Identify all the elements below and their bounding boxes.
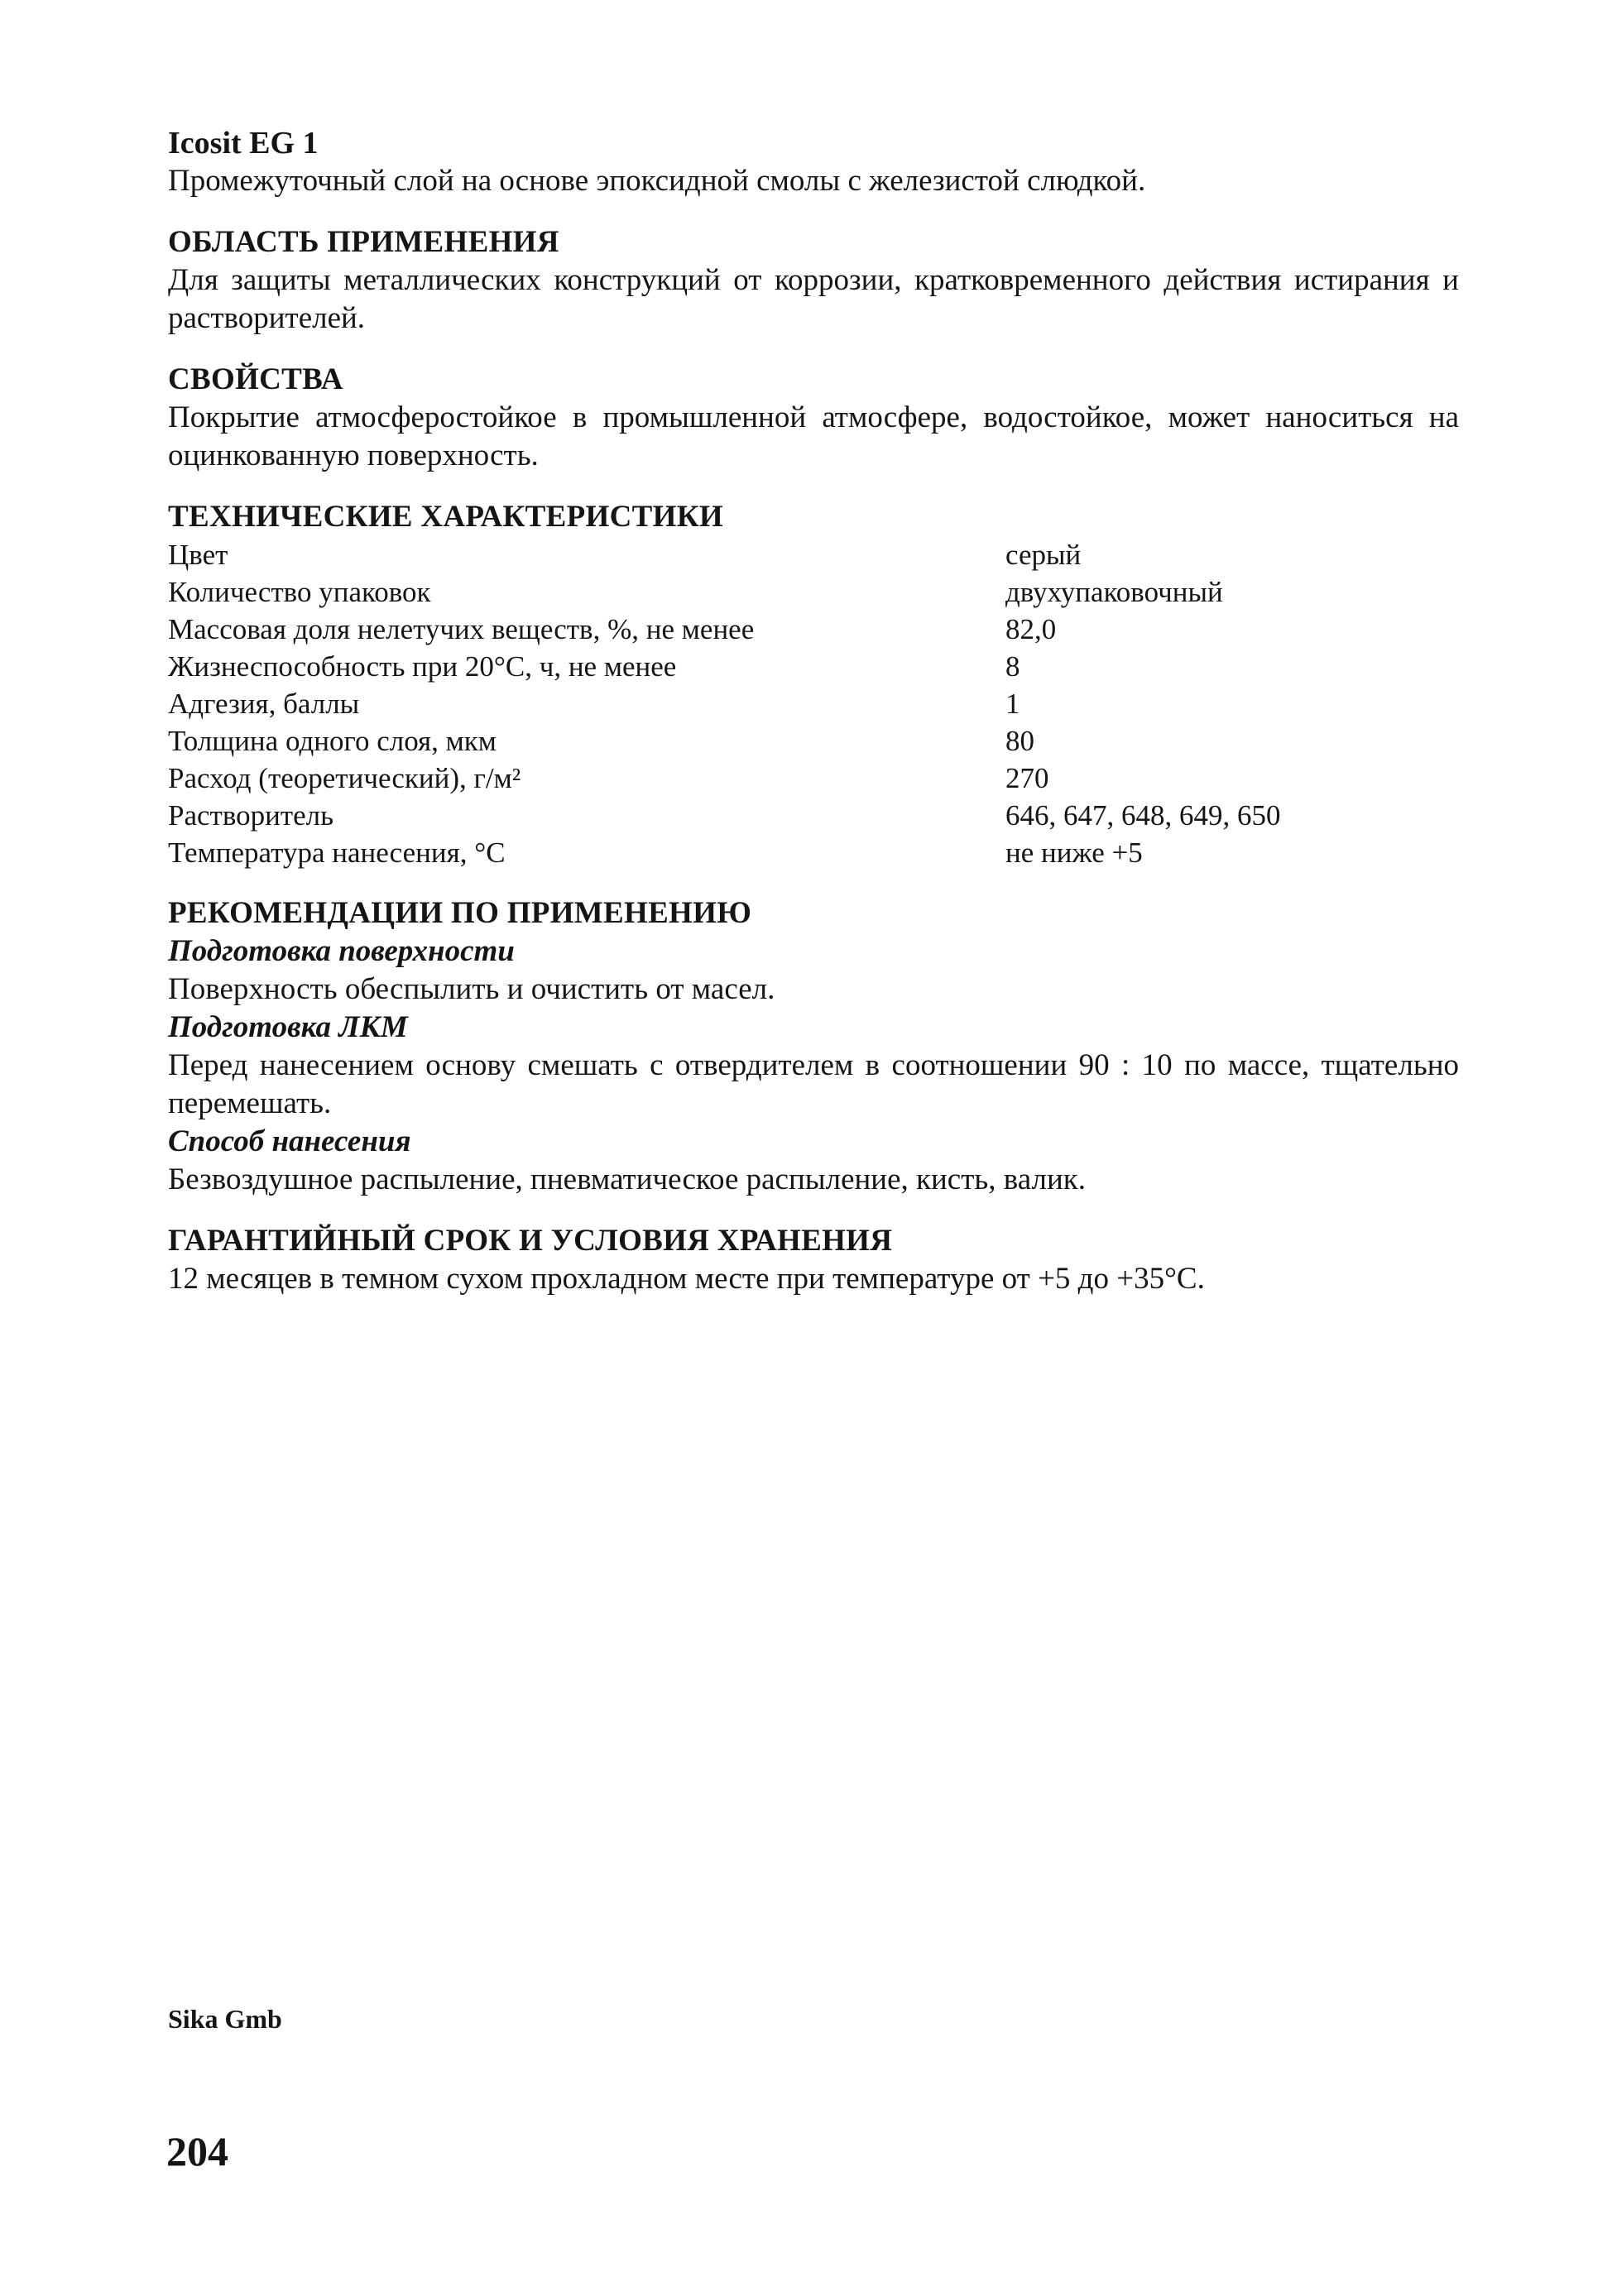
table-row — [168, 648, 1376, 685]
specs-section — [168, 498, 1459, 871]
recommendations-heading: РЕКОМЕНДАЦИИ ПО ПРИМЕНЕНИЮ — [168, 896, 752, 930]
specs-heading: ТЕХНИЧЕСКИЕ ХАРАКТЕРИСТИКИ — [168, 500, 723, 534]
page-content — [168, 124, 1459, 1298]
table-row — [168, 760, 1376, 797]
spec-value: 8 — [1005, 650, 1020, 683]
application-method-text: Безвоздушное распыление, пневматическое распыление, кисть, валик. — [168, 1162, 1086, 1196]
table-row — [168, 573, 1376, 611]
spec-name: Цвет — [168, 539, 228, 571]
storage-text: 12 месяцев в темном сухом прохладном месте при температуре от +5 до +35°С. — [168, 1262, 1205, 1296]
page-number: 204 — [166, 2128, 228, 2174]
storage-heading: ГАРАНТИЙНЫЙ СРОК И УСЛОВИЯ ХРАНЕНИЯ — [168, 1224, 893, 1258]
spec-name: Количество упаковок — [168, 576, 431, 608]
paint-prep-text: Перед нанесением основу смешать с отвердителем в соотношении 90 : 10 по массе, тщательно перемешать. — [168, 1048, 1459, 1120]
table-row — [168, 536, 1376, 573]
product-block — [168, 124, 1459, 200]
surface-prep-title: Подготовка поверхности — [168, 934, 515, 968]
paint-prep-title: Подготовка ЛКМ — [168, 1010, 408, 1044]
table-row — [168, 834, 1376, 871]
spec-value: не ниже +5 — [1005, 836, 1143, 869]
spec-name: Растворитель — [168, 799, 334, 832]
product-description: Промежуточный слой на основе эпоксидной смолы с железистой слюдкой. — [168, 164, 1146, 198]
spec-name: Адгезия, баллы — [168, 688, 360, 720]
spec-name: Температура нанесения, °С — [168, 836, 506, 869]
application-area-text: Для защиты металлических конструкций от коррозии, кратковременного действия истирания и растворителей. — [168, 263, 1459, 335]
spec-value: 646, 647, 648, 649, 650 — [1005, 799, 1281, 832]
spec-value: 1 — [1005, 688, 1020, 720]
properties-heading: СВОЙСТВА — [168, 362, 343, 396]
surface-prep-text: Поверхность обеспылить и очистить от масел. — [168, 972, 775, 1006]
recommendations-section — [168, 894, 1459, 1199]
spec-value: 80 — [1005, 725, 1034, 757]
footer-company: Sika Gmb — [168, 2004, 282, 2034]
properties-section — [168, 361, 1459, 475]
product-title: Icosit EG 1 — [168, 126, 319, 161]
spec-value: 270 — [1005, 762, 1049, 794]
spec-name: Массовая доля нелетучих веществ, %, не менее — [168, 613, 755, 645]
spec-name: Толщина одного слоя, мкм — [168, 725, 497, 757]
specs-table — [168, 536, 1376, 871]
table-row — [168, 722, 1376, 760]
table-row — [168, 797, 1376, 834]
application-area-section — [168, 223, 1459, 338]
table-row — [168, 685, 1376, 722]
application-method-title: Способ нанесения — [168, 1124, 411, 1158]
application-area-heading: ОБЛАСТЬ ПРИМЕНЕНИЯ — [168, 225, 559, 259]
spec-value: двухупаковочный — [1005, 576, 1223, 608]
spec-value: 82,0 — [1005, 613, 1057, 645]
table-row — [168, 611, 1376, 648]
storage-section — [168, 1222, 1459, 1298]
spec-name: Расход (теоретический), г/м² — [168, 762, 521, 794]
spec-name: Жизнеспособность при 20°С, ч, не менее — [168, 650, 677, 683]
properties-text: Покрытие атмосферостойкое в промышленной атмосфере, водостойкое, может наноситься на оцинкованную поверхность. — [168, 400, 1459, 472]
spec-value: серый — [1005, 539, 1082, 571]
